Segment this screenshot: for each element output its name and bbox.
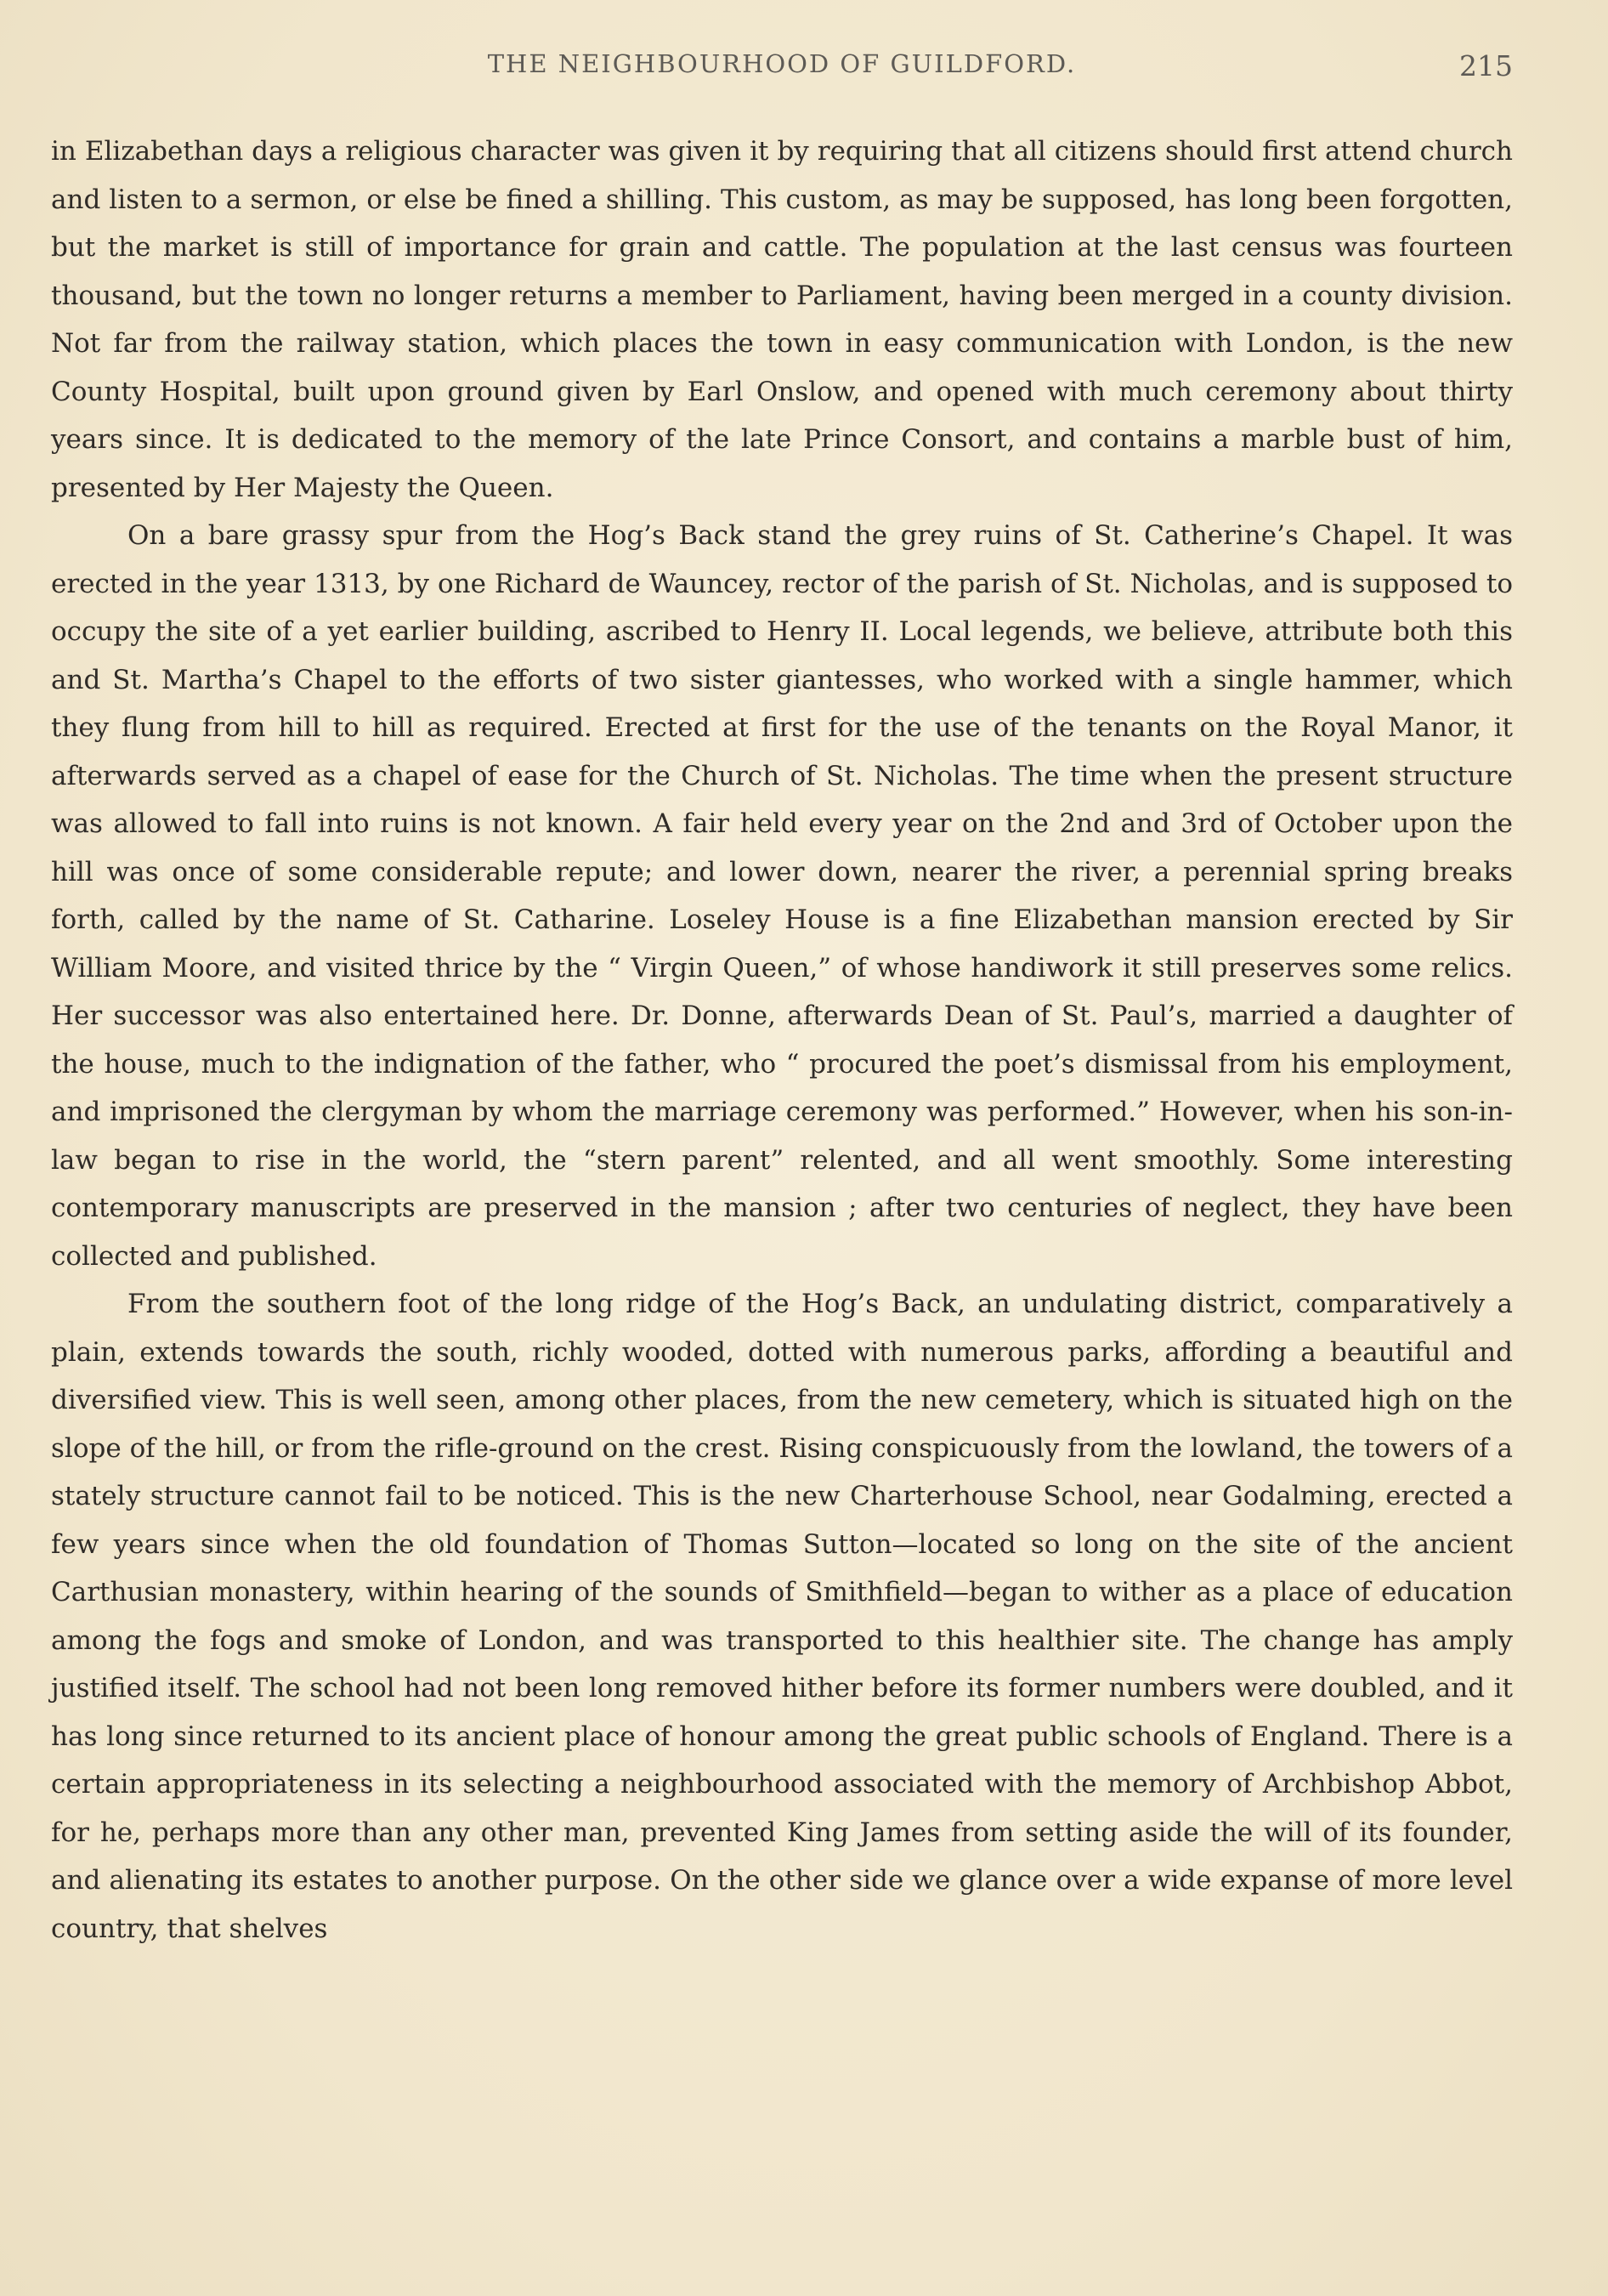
paragraph-st-catherines-chapel: On a bare grassy spur from the Hog’s Back stand the grey ruins of St. Catherine’s Chapel. It was erected in the year 1313, by one Richard de Wauncey, rector of the parish of St. Nicholas, and is supposed to occupy the site of a yet earlier building, ascribed to Henry II. Local legends, we believe, attribute both this and St. Martha’s Chapel to the efforts of two sister giantesses, who worked with a single hammer, which they flung from hill to hill as required. Erected at first for the use of the tenants on the Royal Manor, it afterwards served as a chapel of ease for the Church of St. Nicholas. The time when the present structure was allowed to fall into ruins is not known. A fair held every year on the 2nd and 3rd of October upon the hill was once of some considerable repute; and lower down, nearer the river, a perennial spring breaks forth, called by the name of St. Catharine. Loseley House is a fine Elizabethan mansion erected by Sir William Moore, and visited thrice by the “ Virgin Queen,” of whose handiwork it still preserves some relics. Her successor was also entertained here. Dr. Donne, afterwards Dean of St. Paul’s, married a daughter of the house, much to the indignation of the father, who “ procured the poet’s dismissal from his employment, and imprisoned the clergyman by whom the marriage ceremony was performed.” However, when his son-in-law began to rise in the world, the “stern parent” relented, and all went smoothly. Some interesting contemporary manuscripts are preserved in the mansion ; after two centuries of neglect, they have been collected and published. xyxy=(51,520,1513,1272)
page-number: 215 xyxy=(1459,49,1513,82)
paragraph-charterhouse: From the southern foot of the long ridge of the Hog’s Back, an undulating district, comparatively a plain, extends towards the south, richly wooded, dotted with numerous parks, affording a beautiful and diversified view. This is well seen, among other places, from the new cemetery, which is situated high on the slope of the hill, or from the rifle-ground on the crest. Rising conspicuously from the lowland, the towers of a stately structure cannot fail to be noticed. This is the new Charterhouse School, near Godalming, erected a few years since when the old foundation of Thomas Sutton—located so long on the site of the ancient Carthusian monastery, within hearing of the sounds of Smithfield—began to wither as a place of education among the fogs and smoke of London, and was transported to this healthier site. The change has amply justified itself. The school had not been long removed hither before its former numbers were doubled, and it has long since returned to its ancient place of honour among the great public schools of England. There is a certain appropriateness in its selecting a neighbourhood associated with the memory of Archbishop Abbot, for he, perhaps more than any other man, prevented King James from setting aside the will of its founder, and alienating its estates to another purpose. On the other side we glance over a wide expanse of more level country, that shelves xyxy=(51,1289,1513,1944)
running-header xyxy=(51,49,1513,92)
paragraph-continued: in Elizabethan days a religious character was given it by requiring that all citizens should first attend church and listen to a sermon, or else be fined a shilling. This custom, as may be supposed, has long been forgotten, but the market is still of importance for grain and cattle. The population at the last census was fourteen thousand, but the town no longer returns a member to Parliament, having been merged in a county division. Not far from the railway station, which places the town in easy communication with London, is the new County Hospital, built upon ground given by Earl Onslow, and opened with much ceremony about thirty years since. It is dedicated to the memory of the late Prince Consort, and contains a marble bust of him, presented by Her Majesty the Queen. xyxy=(51,136,1513,503)
body-text xyxy=(51,128,1513,1953)
running-title: THE NEIGHBOURHOOD OF GUILDFORD. xyxy=(487,49,1077,78)
